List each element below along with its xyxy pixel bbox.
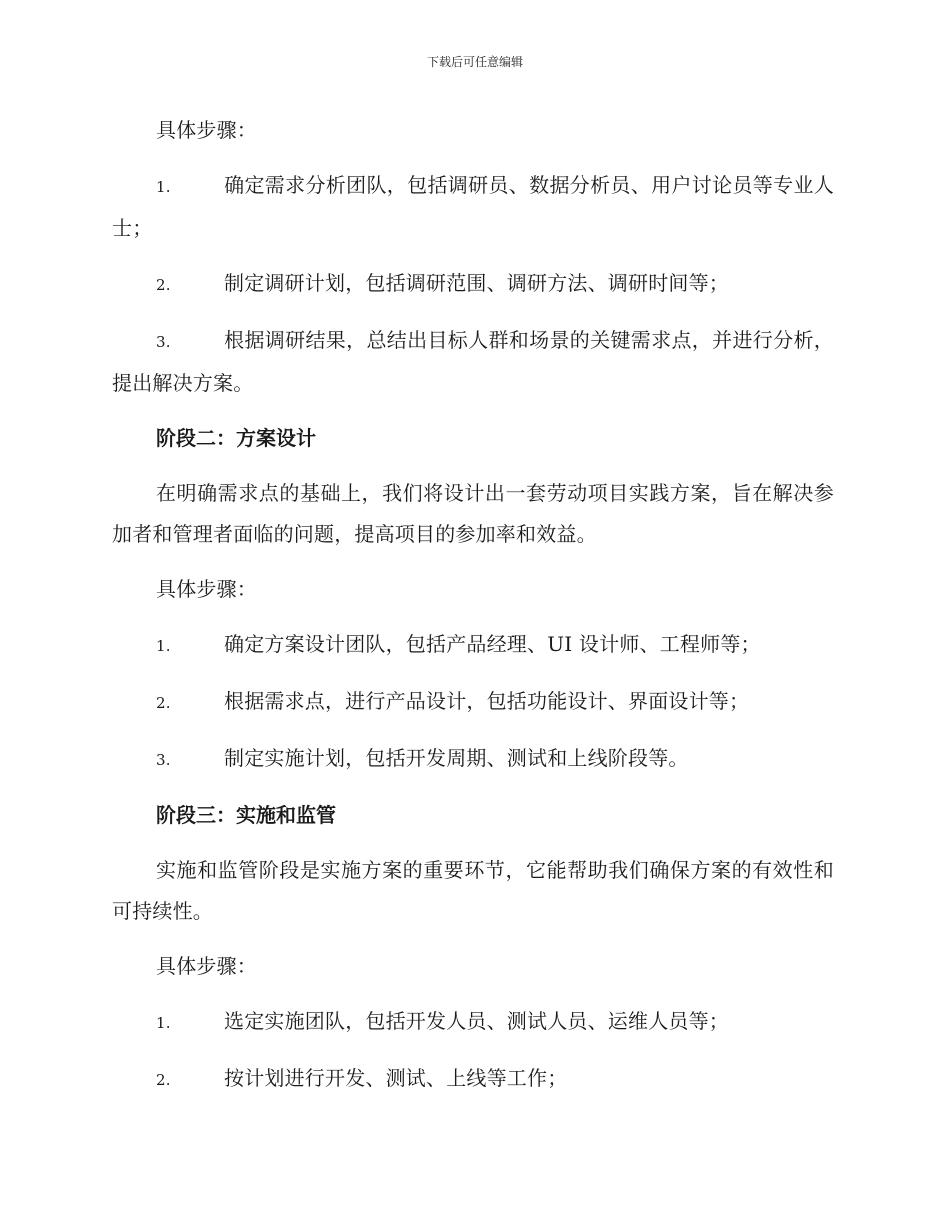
list-number: 2.	[156, 276, 171, 294]
list-item-text: 按计划进行开发、测试、上线等工作；	[224, 1066, 568, 1090]
list-item	[112, 165, 834, 249]
list-item-text: 制定调研计划，包括调研范围、调研方法、调研时间等；	[224, 271, 729, 295]
list-number: 2.	[156, 1071, 171, 1089]
page-header: 下载后可任意编辑	[426, 55, 523, 69]
section-heading-stage-2: 阶段二：方案设计	[156, 426, 316, 450]
list-item	[112, 681, 834, 724]
list-item	[112, 624, 834, 667]
list-number: 2.	[156, 694, 171, 712]
section-paragraph: 在明确需求点的基础上，我们将设计出一套劳动项目实践方案，旨在解决参加者和管理者面临的问题，提高项目的参加率和效益。	[112, 481, 834, 546]
list-item-text: 制定实施计划，包括开发周期、测试和上线阶段等。	[224, 746, 689, 770]
list-item	[112, 738, 834, 781]
list-item-text: 确定方案设计团队，包括产品经理、UI 设计师、工程师等；	[224, 632, 761, 656]
section-heading-stage-3: 阶段三：实施和监管	[156, 803, 336, 827]
list-item	[112, 320, 834, 404]
list-item-text: 根据调研结果，总结出目标人群和场景的关键需求点，并进行分析，提出解决方案。	[112, 328, 834, 395]
steps-label: 具体步骤：	[156, 954, 257, 978]
document-body	[112, 110, 834, 1115]
list-number: 1.	[156, 637, 171, 655]
steps-label: 具体步骤：	[156, 118, 257, 142]
list-item-text: 确定需求分析团队，包括调研员、数据分析员、用户讨论员等专业人士；	[112, 173, 834, 240]
list-number: 1.	[156, 178, 171, 196]
list-number: 1.	[156, 1014, 171, 1032]
list-number: 3.	[156, 333, 171, 351]
list-item	[112, 1058, 834, 1101]
list-item-text: 根据需求点，进行产品设计，包括功能设计、界面设计等；	[224, 689, 750, 713]
section-paragraph: 实施和监管阶段是实施方案的重要环节，它能帮助我们确保方案的有效性和可持续性。	[112, 858, 834, 923]
list-number: 3.	[156, 751, 171, 769]
list-item	[112, 263, 834, 306]
steps-label: 具体步骤：	[156, 577, 257, 601]
list-item	[112, 1001, 834, 1044]
list-item-text: 选定实施团队，包括开发人员、测试人员、运维人员等；	[224, 1009, 729, 1033]
